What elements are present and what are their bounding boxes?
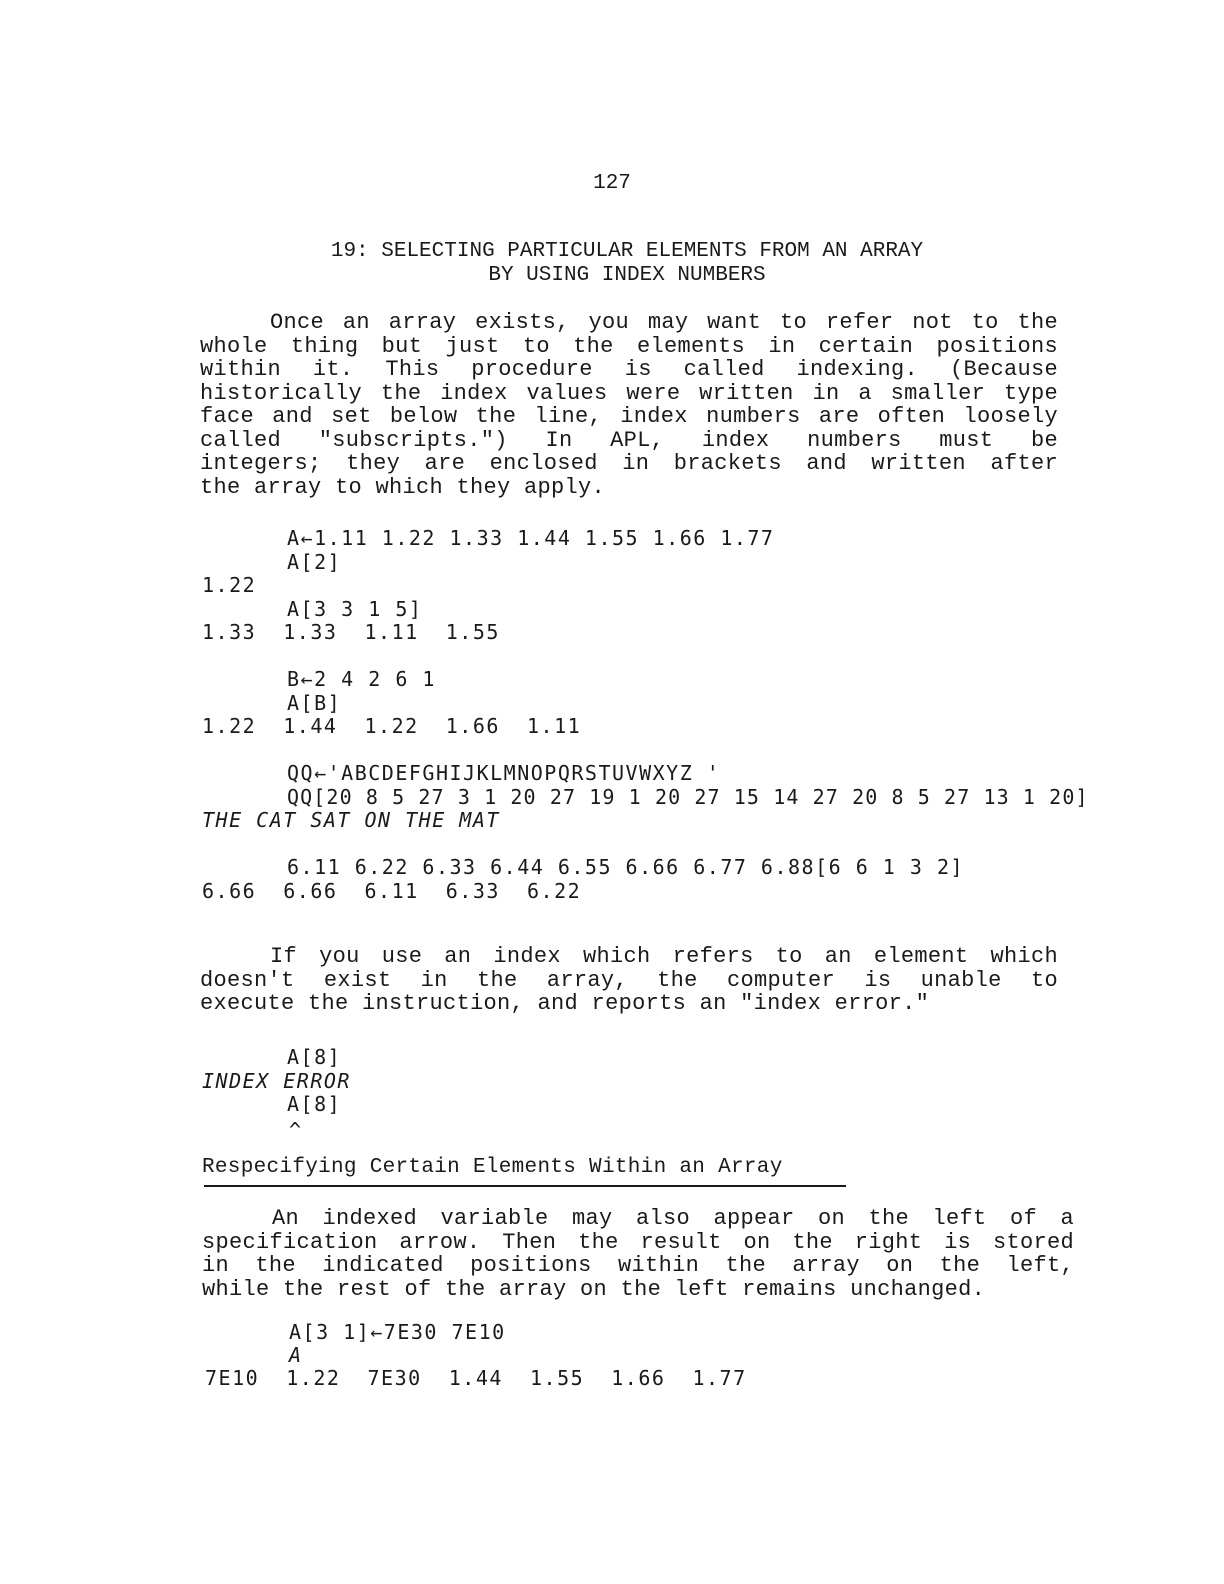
section-heading: Respecifying Certain Elements Within an Array (202, 1156, 783, 1179)
paragraph-line: An indexed variable may also appear on the left of a (272, 1206, 1074, 1231)
chapter-title-line-2: BY USING INDEX NUMBERS (488, 264, 766, 287)
page-number: 127 (593, 172, 631, 195)
apl-output-line: THE CAT SAT ON THE MAT (202, 808, 500, 832)
paragraph-line: If you use an index which refers to an element which (270, 944, 1058, 969)
apl-output-line: 1.22 (202, 573, 257, 597)
paragraph-line: the array to which they apply. (200, 475, 606, 500)
paragraph-line: while the rest of the array on the left remains unchanged. (202, 1277, 986, 1302)
paragraph-line: in the indicated positions within the array on the left, (202, 1253, 1074, 1278)
apl-input-line: A[B] (287, 691, 342, 715)
error-message: INDEX ERROR (202, 1069, 351, 1093)
apl-input-line: A[2] (287, 550, 342, 574)
apl-input-line: A[3 3 1 5] (287, 597, 423, 621)
apl-echo-line: A[8] (287, 1092, 342, 1116)
paragraph-line: called "subscripts.") In APL, index numbers must be (200, 428, 1058, 453)
paragraph-line: specification arrow. Then the result on the right is stored (202, 1230, 1074, 1255)
apl-input-line: A (289, 1343, 303, 1367)
apl-output-line: 1.33 1.33 1.11 1.55 (202, 620, 500, 644)
paragraph-line: face and set below the line, index numbers are often loosely (200, 404, 1058, 429)
apl-output-line: 6.66 6.66 6.11 6.33 6.22 (202, 879, 582, 903)
apl-input-line: B←2 4 2 6 1 (287, 667, 436, 691)
paragraph-line: historically the index values were written in a smaller type (200, 381, 1058, 406)
apl-input-line: A[8] (287, 1045, 342, 1069)
apl-input-line: 6.11 6.22 6.33 6.44 6.55 6.66 6.77 6.88[6 6 1 3 2] (287, 855, 965, 879)
paragraph-line: within it. This procedure is called indexing. (Because (200, 357, 1058, 382)
error-caret: ^ (289, 1118, 303, 1142)
paragraph-line: Once an array exists, you may want to refer not to the (270, 310, 1058, 335)
apl-output-line: 7E10 1.22 7E30 1.44 1.55 1.66 1.77 (205, 1366, 747, 1390)
apl-output-line: 1.22 1.44 1.22 1.66 1.11 (202, 714, 582, 738)
apl-input-line: QQ[20 8 5 27 3 1 20 27 19 1 20 27 15 14 27 20 8 5 27 13 1 20] (287, 785, 1089, 809)
chapter-title-line-1: 19: SELECTING PARTICULAR ELEMENTS FROM AN ARRAY (330, 240, 924, 263)
heading-underline (204, 1185, 846, 1187)
paragraph-line: doesn't exist in the array, the computer is unable to (200, 968, 1058, 993)
apl-input-line: A[3 1]←7E30 7E10 (289, 1320, 506, 1344)
apl-input-line: QQ←'ABCDEFGHIJKLMNOPQRSTUVWXYZ ' (287, 761, 721, 785)
paragraph-line: execute the instruction, and reports an "index error." (200, 991, 930, 1016)
apl-input-line: A←1.11 1.22 1.33 1.44 1.55 1.66 1.77 (287, 526, 775, 550)
paragraph-line: whole thing but just to the elements in certain positions (200, 334, 1058, 359)
paragraph-line: integers; they are enclosed in brackets and written after (200, 451, 1058, 476)
